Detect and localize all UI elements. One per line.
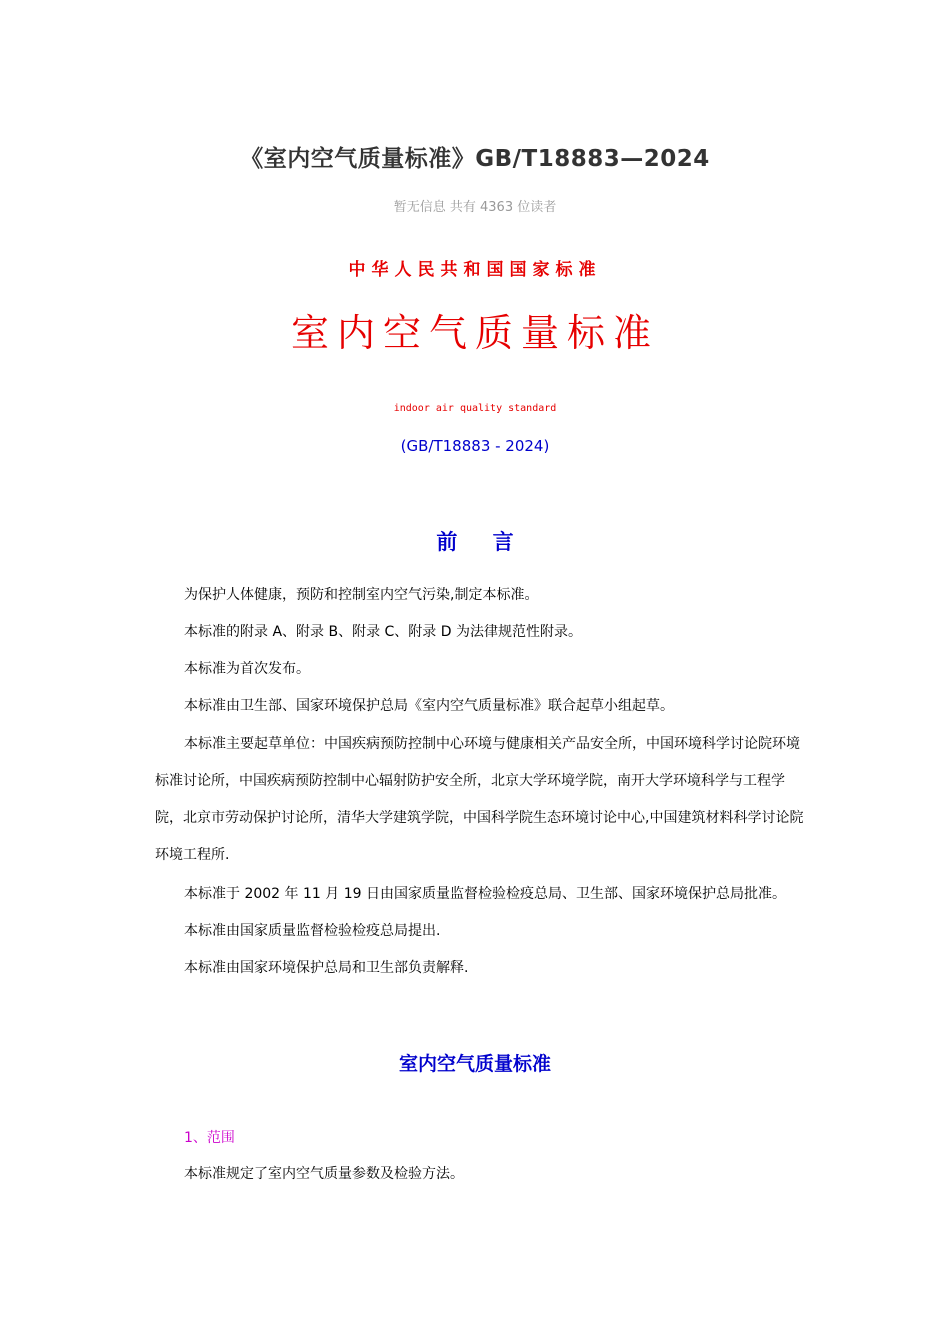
standard-main-title: 室内空气质量标准 — [290, 311, 659, 355]
foreword-paragraph: 本标准由国家质量监督检验检疫总局提出. — [184, 923, 441, 939]
reader-count-info: 暂无信息 共有 4363 位读者 — [393, 200, 557, 215]
english-title: indoor air quality standard — [393, 403, 557, 414]
foreword-paragraph: 本标准的附录 A、附录 B、附录 C、附录 D 为法律规范性附录。 — [184, 624, 582, 640]
foreword-heading: 前 言 — [436, 530, 514, 554]
foreword-paragraph: 本标准于 2002 年 11 月 19 日由国家质量监督检验检疫总局、卫生部、国家环境保护总局批准。 — [184, 886, 786, 902]
foreword-paragraph: 本标准为首次发布。 — [184, 661, 310, 677]
foreword-paragraph: 本标准由卫生部、国家环境保护总局《室内空气质量标准》联合起草小组起草。 — [184, 698, 674, 714]
foreword-paragraph: 本标准由国家环境保护总局和卫生部负责解释. — [184, 960, 469, 976]
foreword-paragraph: 为保护人体健康，预防和控制室内空气污染,制定本标准。 — [184, 587, 539, 603]
standard-code: (GB/T18883 - 2024) — [400, 437, 550, 455]
document-title: 《室内空气质量标准》GB/T18883—2024 — [240, 146, 710, 172]
national-standard-label: 中华人民共和国国家标准 — [348, 260, 602, 280]
foreword-paragraph: 本标准主要起草单位：中国疾病预防控制中心环境与健康相关产品安全所，中国环境科学讨论院环境标准讨论所，中国疾病预防控制中心辐射防护安全所，北京大学环境学院，南开大学环境科学与工程学院，北京市劳动保护讨论所，清华大学建筑学院，中国科学院生态环境讨论中心,中国建筑材料科学讨论院环境工程所. — [155, 736, 804, 863]
section-title: 室内空气质量标准 — [398, 1053, 551, 1075]
scope-paragraph: 本标准规定了室内空气质量参数及检验方法。 — [184, 1166, 464, 1182]
scope-heading: 1、范围 — [184, 1130, 235, 1146]
